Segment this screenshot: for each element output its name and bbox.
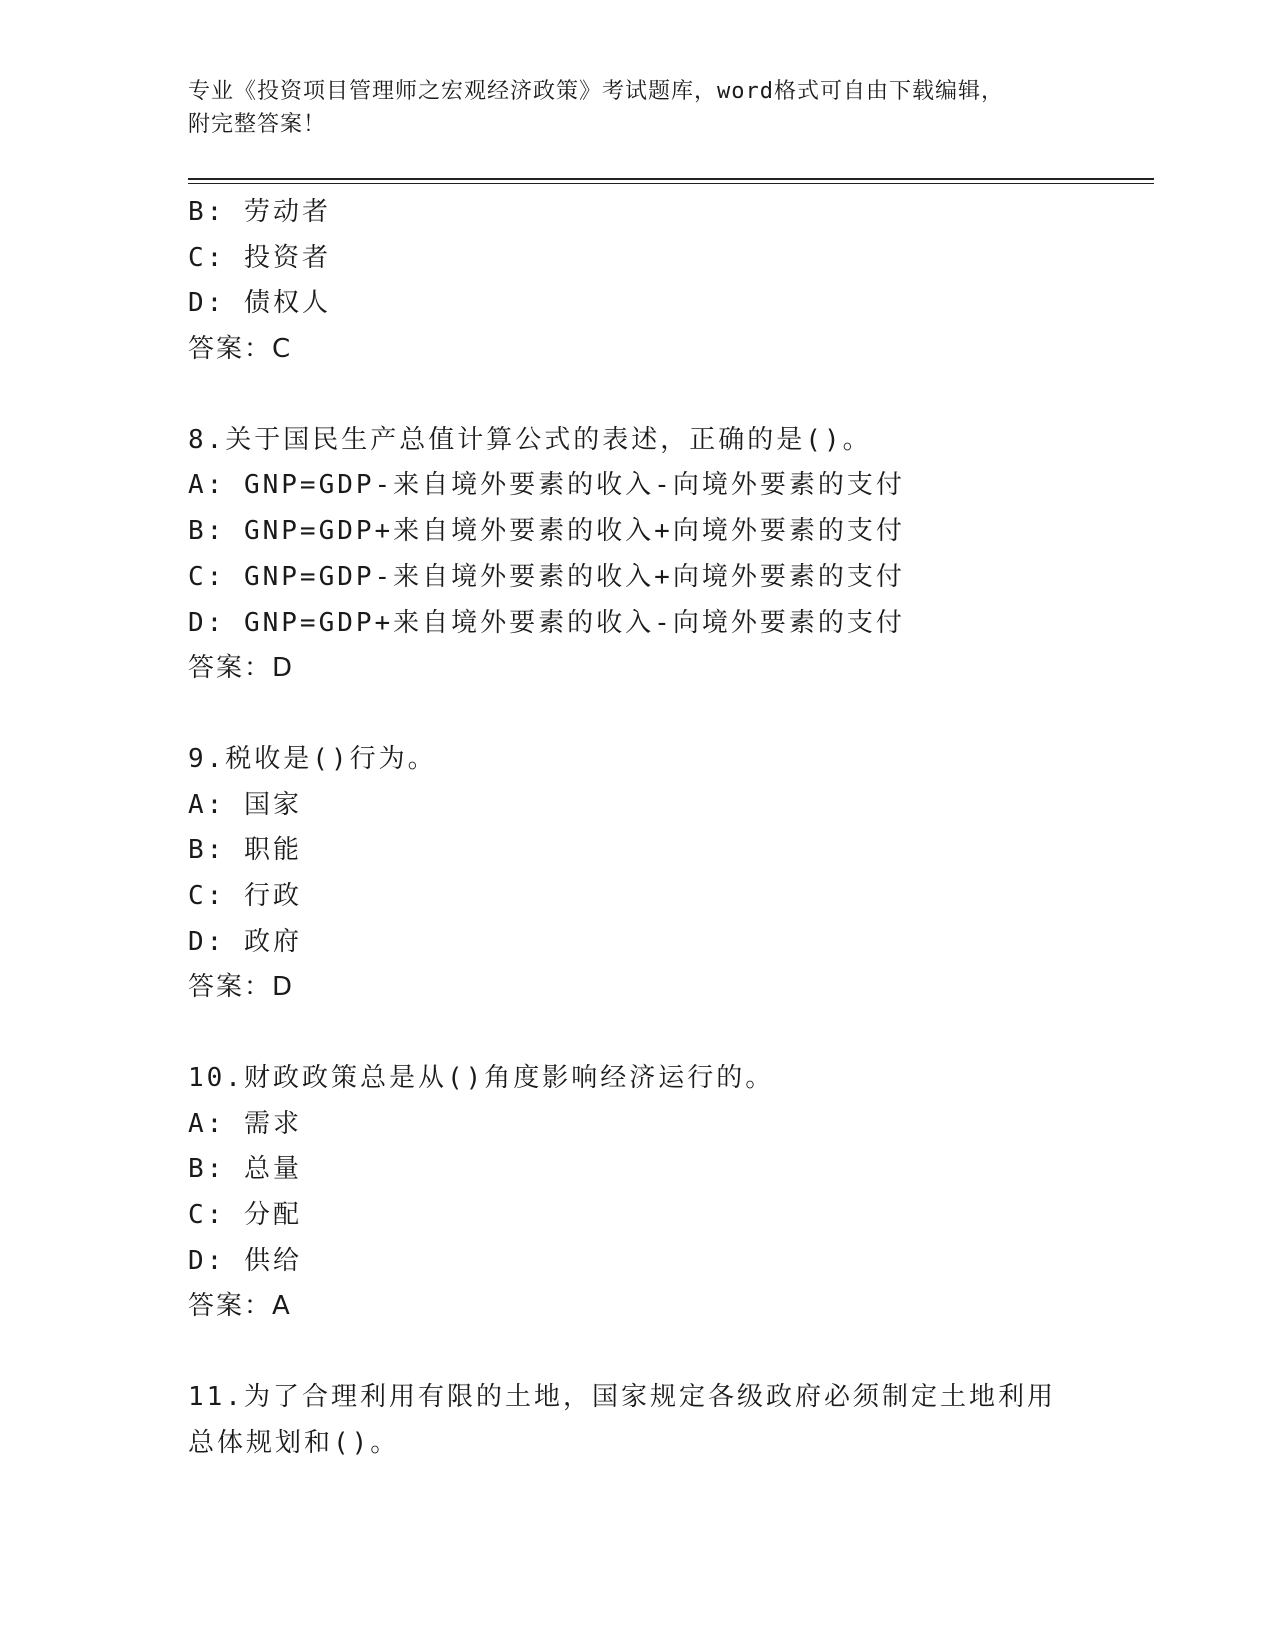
option-c: C: 行政 — [188, 880, 302, 911]
option-b: B: 总量 — [188, 1154, 302, 1185]
spacer — [188, 692, 1088, 737]
option-d: D: 债权人 — [188, 288, 331, 319]
option-a: A: 需求 — [188, 1108, 302, 1139]
answer: 答案：A — [188, 1291, 292, 1322]
document-header — [188, 75, 1068, 141]
question-stem: 8.关于国民生产总值计算公式的表述，正确的是()。 — [188, 424, 872, 455]
question-10 — [188, 1056, 1088, 1330]
option-d: D: 供给 — [188, 1245, 302, 1276]
spacer — [188, 373, 1088, 418]
answer: 答案：D — [188, 653, 295, 684]
question-stem: 9.税收是()行为。 — [188, 743, 437, 774]
option-d: D: 政府 — [188, 926, 302, 957]
header-divider-thick — [188, 178, 1154, 180]
answer: 答案：C — [188, 334, 293, 365]
option-b: B: 职能 — [188, 835, 302, 866]
question-stem: 11.为了合理利用有限的土地，国家规定各级政府必须制定土地利用总体规划和()。 — [188, 1382, 1056, 1458]
question-8 — [188, 418, 1088, 692]
option-d: D: GNP=GDP+来自境外要素的收入-向境外要素的支付 — [188, 607, 905, 638]
question-list — [188, 190, 1088, 1467]
header-divider-thin — [188, 183, 1154, 184]
answer: 答案：D — [188, 972, 295, 1003]
spacer — [188, 1011, 1088, 1056]
header-line-1: 专业《投资项目管理师之宏观经济政策》考试题库，word格式可自由下载编辑， — [188, 79, 1004, 104]
option-c: C: 分配 — [188, 1200, 302, 1231]
option-c: C: 投资者 — [188, 242, 331, 273]
header-line-2: 附完整答案！ — [188, 112, 327, 137]
question-7-tail — [188, 190, 1088, 373]
question-stem: 10.财政政策总是从()角度影响经济运行的。 — [188, 1063, 775, 1093]
option-a: A: GNP=GDP-来自境外要素的收入-向境外要素的支付 — [188, 470, 905, 501]
option-a: A: 国家 — [188, 789, 302, 820]
option-c: C: GNP=GDP-来自境外要素的收入+向境外要素的支付 — [188, 561, 905, 592]
question-11 — [188, 1375, 1088, 1466]
spacer — [188, 1330, 1088, 1375]
question-9 — [188, 737, 1088, 1011]
option-b: B: 劳动者 — [188, 197, 331, 227]
option-b: B: GNP=GDP+来自境外要素的收入+向境外要素的支付 — [188, 516, 905, 547]
